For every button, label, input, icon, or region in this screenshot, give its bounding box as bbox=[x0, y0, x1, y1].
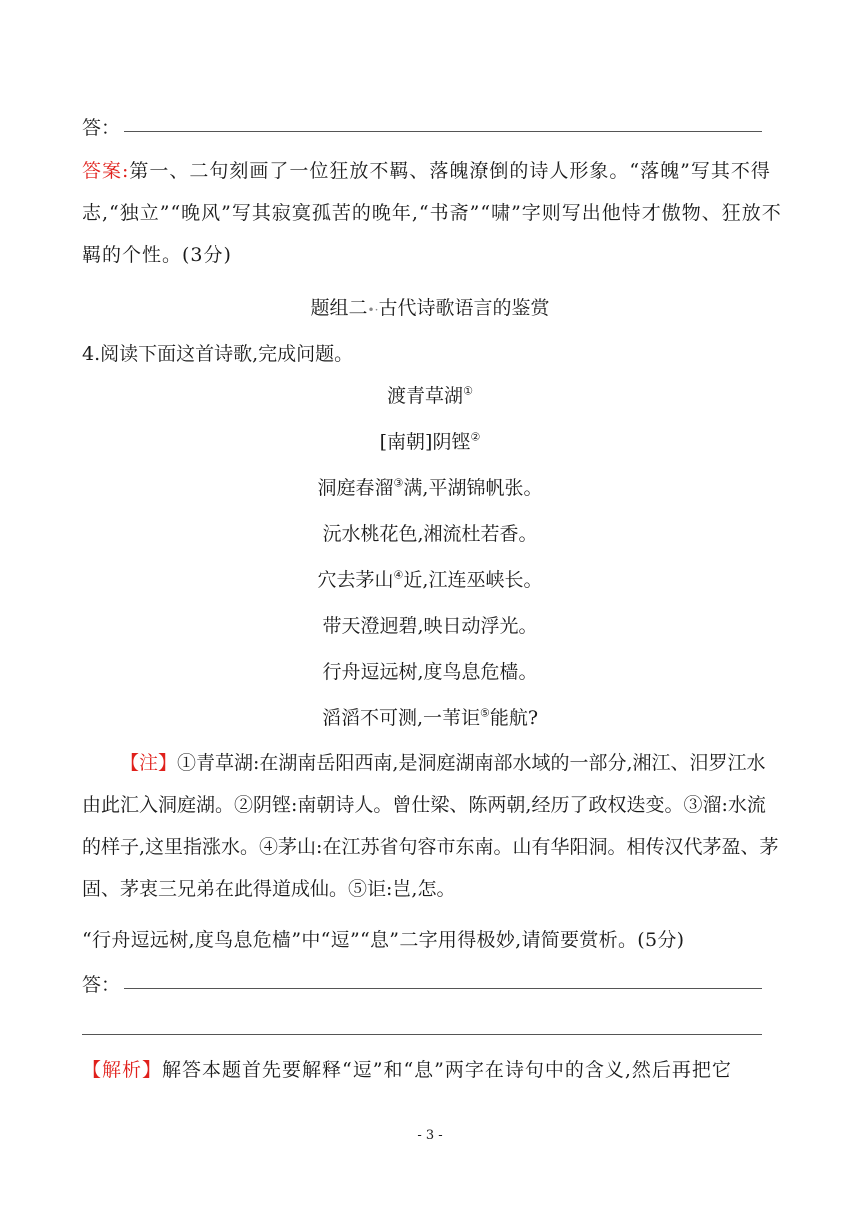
section-title-right: 古代诗歌语言的鉴赏 bbox=[378, 297, 550, 319]
answer-underline bbox=[124, 988, 762, 989]
poem-line-text: 穴去茅山 bbox=[317, 569, 394, 591]
poem-line bbox=[0, 660, 860, 684]
poem-title bbox=[0, 384, 860, 408]
answer-label: 答： bbox=[82, 117, 121, 139]
footnote-mark: ⑤ bbox=[479, 706, 490, 720]
footnote-mark: ① bbox=[463, 384, 473, 398]
answer-blank-line[interactable] bbox=[82, 1034, 762, 1035]
poem-notes bbox=[82, 742, 782, 910]
section-title bbox=[0, 296, 860, 322]
poem-line bbox=[0, 568, 860, 592]
answer-text: 第一、二句刻画了一位狂放不羁、落魄潦倒的诗人形象。“落魄”写其不得志,“独立”“晚风”写其寂寞孤苦的晚年,“书斋”“啸”字则写出他恃才傲物、狂放不羁的个性。(3分) bbox=[82, 160, 782, 266]
poem-line-text: 行舟逗远树,度鸟息危樯。 bbox=[322, 661, 538, 683]
section-separator-icon: •· bbox=[367, 303, 379, 317]
poem-line bbox=[0, 522, 860, 546]
footnote-mark: ② bbox=[470, 430, 481, 444]
analysis-paragraph bbox=[82, 1058, 782, 1082]
answer-blank-2[interactable] bbox=[82, 970, 762, 1000]
answer-tag: 答案: bbox=[82, 160, 130, 182]
answer-blank-1[interactable] bbox=[82, 113, 762, 143]
poem-line bbox=[0, 476, 860, 500]
poem-line-text: 洞庭春溜 bbox=[317, 477, 394, 499]
poem-line-text: 满,平湖锦帆张。 bbox=[403, 477, 543, 499]
section-title-left: 题组二 bbox=[310, 297, 368, 319]
poem-line-text: 近,江连巫峡长。 bbox=[403, 569, 543, 591]
poem-line-text: 沅水桃花色,湘流杜若香。 bbox=[322, 523, 538, 545]
poem-author bbox=[0, 430, 860, 454]
poem-title-text: 渡青草湖 bbox=[387, 385, 464, 407]
poem-line bbox=[0, 706, 860, 730]
answer-paragraph bbox=[82, 150, 782, 276]
footnote-mark: ③ bbox=[393, 476, 404, 490]
note-tag: 【注】 bbox=[120, 752, 178, 774]
question-prompt: 4.阅读下面这首诗歌,完成问题。 bbox=[82, 343, 354, 365]
poem-line-text: 滔滔不可测,一苇讵 bbox=[321, 707, 480, 729]
poem-author-text: [南朝]阴铿 bbox=[379, 431, 471, 453]
footnote-mark: ④ bbox=[393, 568, 404, 582]
poem-line-text: 带天澄迥碧,映日动浮光。 bbox=[322, 615, 538, 637]
answer-underline bbox=[124, 131, 762, 132]
analysis-text: 解答本题首先要解释“逗”和“息”两字在诗句中的含义,然后再把它 bbox=[162, 1059, 732, 1081]
note-text: ①青草湖:在湖南岳阳西南,是洞庭湖南部水域的一部分,湘江、汨罗江水由此汇入洞庭湖。②阴铿:南朝诗人。曾仕梁、陈两朝,经历了政权迭变。③溜:水流的样子,这里指涨水。④茅山:在江苏省句容市东南。山有华阳洞。相传汉代茅盈、茅固、茅衷三兄弟在此得道成仙。⑤讵:岂,怎。 bbox=[82, 752, 779, 900]
poem-line bbox=[0, 614, 860, 638]
page-number: - 3 - bbox=[417, 1128, 443, 1143]
sub-question: “行舟逗远树,度鸟息危樯”中“逗”“息”二字用得极妙,请简要赏析。(5分) bbox=[82, 929, 685, 951]
analysis-tag: 【解析】 bbox=[82, 1059, 163, 1081]
poem-line-text: 能航? bbox=[489, 707, 539, 729]
answer-label: 答： bbox=[82, 974, 121, 996]
